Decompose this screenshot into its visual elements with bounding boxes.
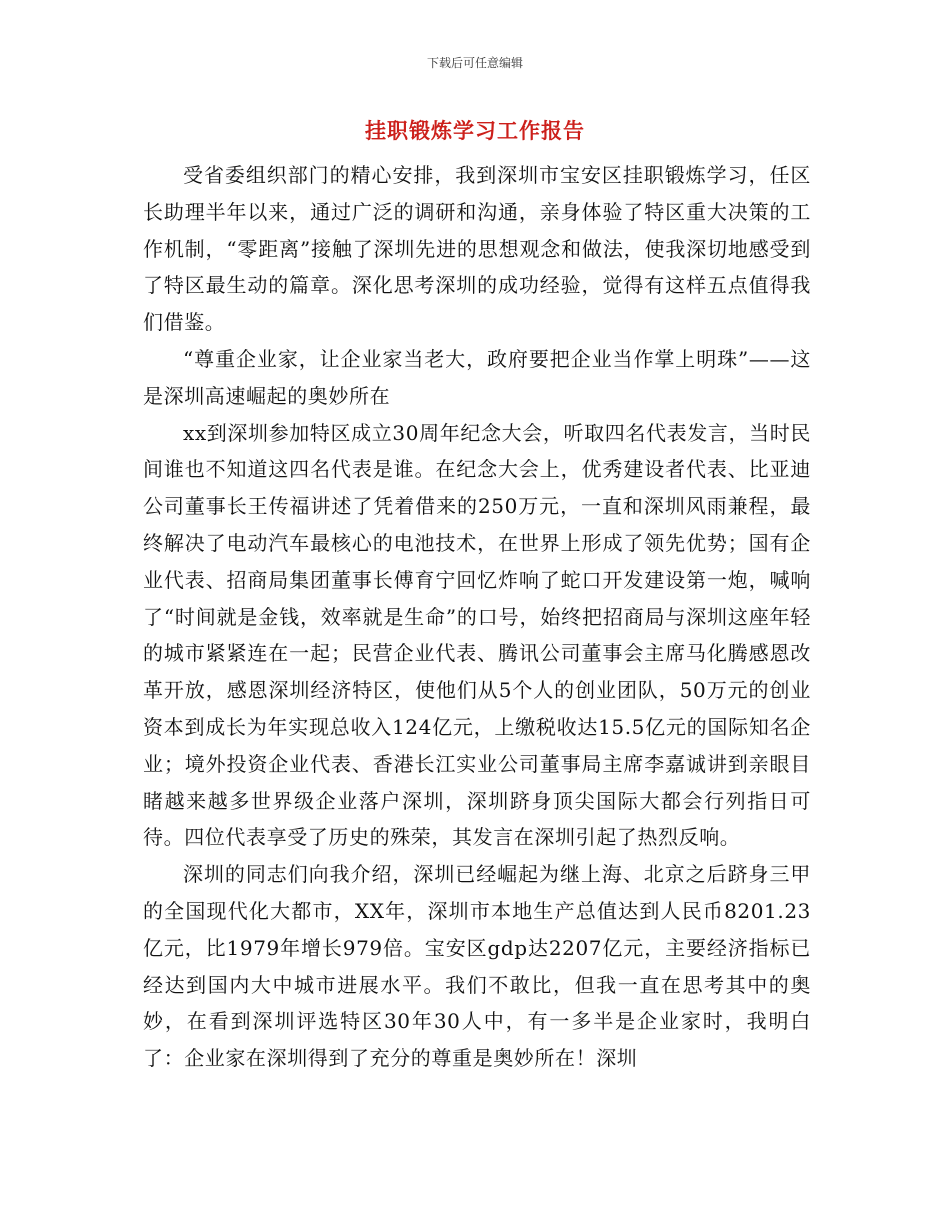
paragraph-section-heading: “尊重企业家，让企业家当老大，政府要把企业当作掌上明珠”——这是深圳高速崛起的奥妙所在	[143, 346, 811, 408]
document-title: 挂职锻炼学习工作报告	[365, 119, 585, 143]
paragraph-anniversary: xx到深圳参加特区成立30周年纪念大会，听取四名代表发言，当时民间谁也不知道这四名代表是谁。在纪念大会上，优秀建设者代表、比亚迪公司董事长王传福讲述了凭着借来的250万元，一直和深圳风雨兼程，最终解决了电动汽车最核心的电池技术，在世界上形成了领先优势；国有企业代表、招商局集团董事长傅育宁回忆炸响了蛇口开发建设第一炮，喊响了“时间就是金钱，效率就是生命”的口号，始终把招商局与深圳这座年轻的城市紧紧连在一起；民营企业代表、腾讯公司董事会主席马化腾感恩改革开放，感恩深圳经济特区，使他们从5个人的创业团队，50万元的创业资本到成长为年实现总收入124亿元，上缴税收达15.5亿元的国际知名企业；境外投资企业代表、香港长江实业公司董事局主席李嘉诚讲到亲眼目睹越来越多世界级企业落户深圳，深圳跻身顶尖国际大都会行列指日可待。四位代表享受了历史的殊荣，其发言在深圳引起了热烈反响。	[143, 420, 811, 850]
paragraph-intro: 受省委组织部门的精心安排，我到深圳市宝安区挂职锻炼学习，任区长助理半年以来，通过广泛的调研和沟通，亲身体验了特区重大决策的工作机制，“零距离”接触了深圳先进的思想观念和做法，使我深切地感受到了特区最生动的篇章。深化思考深圳的成功经验，觉得有这样五点值得我们借鉴。	[143, 163, 811, 335]
paragraph-shenzhen-growth: 深圳的同志们向我介绍，深圳已经崛起为继上海、北京之后跻身三甲的全国现代化大都市，XX年，深圳市本地生产总值达到人民币8201.23亿元，比1979年增长979倍。宝安区gdp达2207亿元，主要经济指标已经达到国内大中城市进展水平。我们不敢比，但我一直在思考其中的奥妙，在看到深圳评选特区30年30人中，有一多半是企业家时，我明白了：企业家在深圳得到了充分的尊重是奥妙所在！深圳	[143, 862, 811, 1071]
header-note: 下载后可任意编辑	[426, 56, 523, 70]
document-body	[143, 157, 811, 1077]
